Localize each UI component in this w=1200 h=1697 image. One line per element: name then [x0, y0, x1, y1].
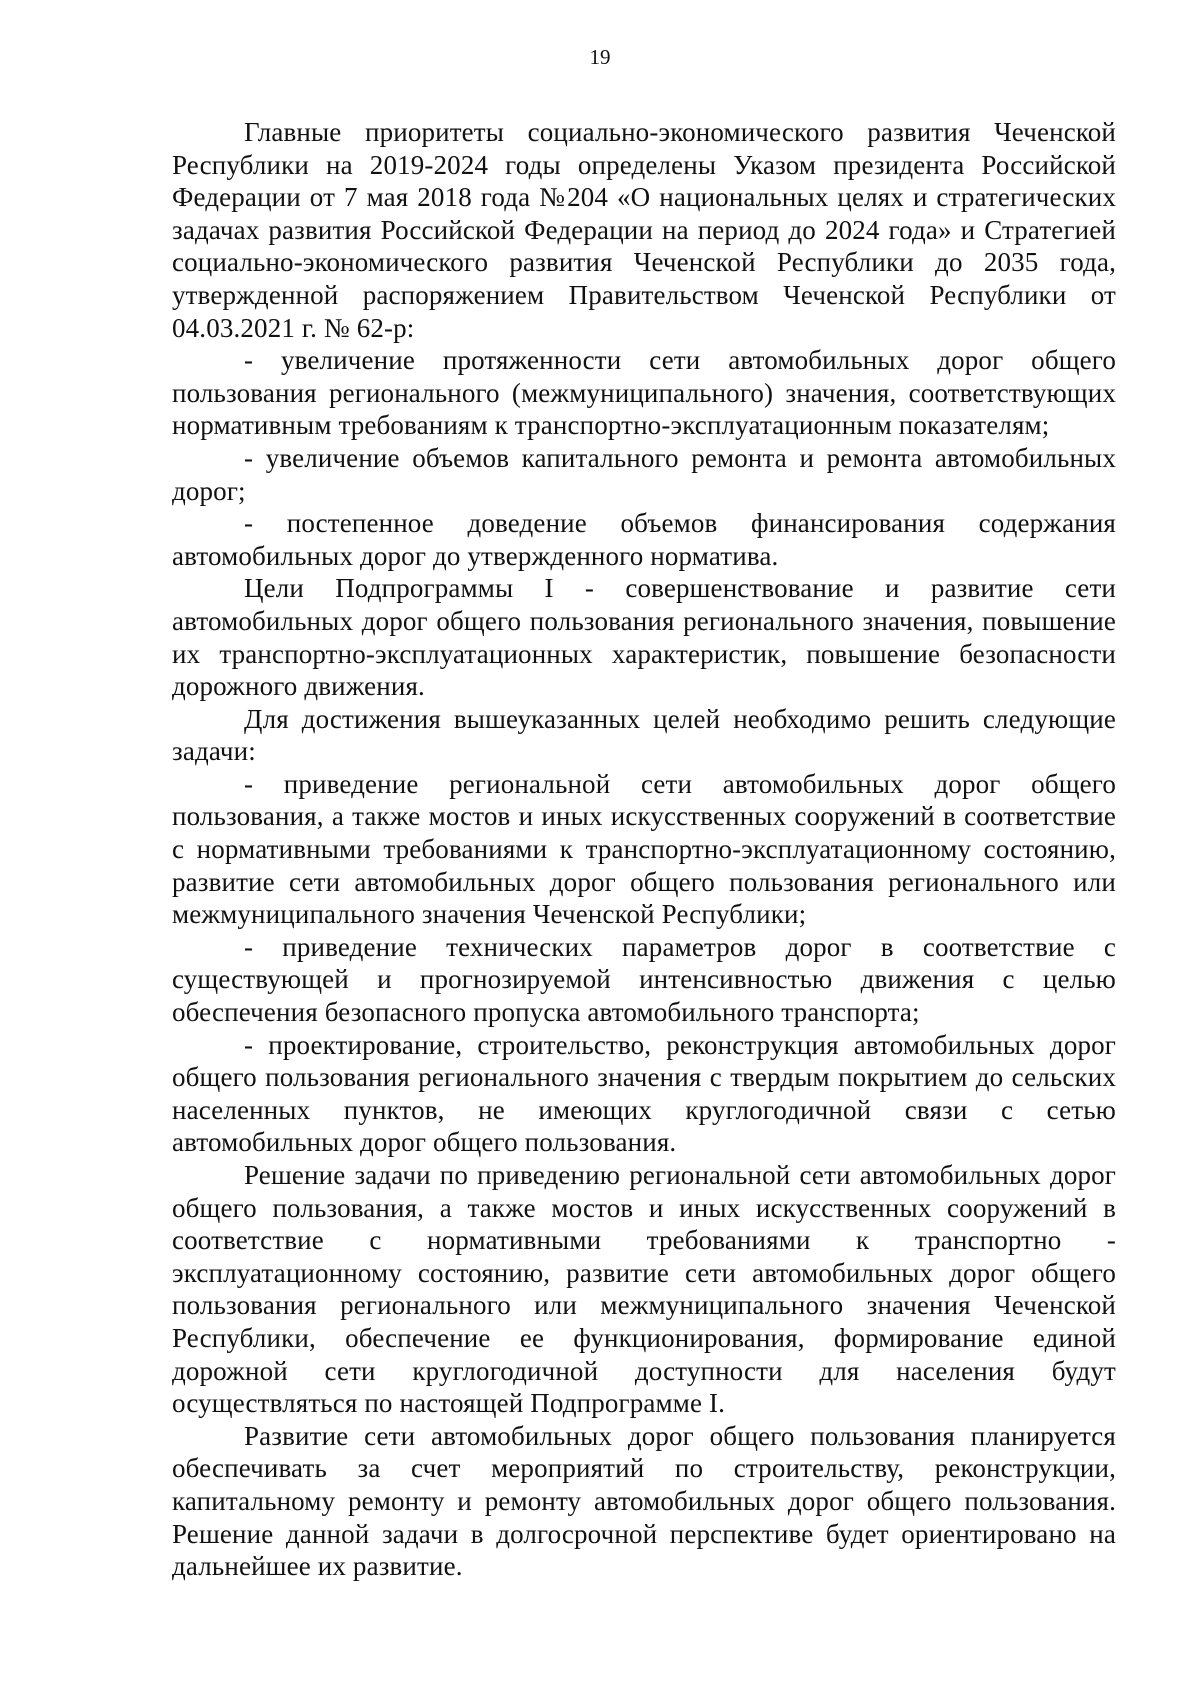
list-item-maintenance-funding: - постепенное доведение объемов финансирования содержания автомобильных дорог до утвержденного норматива.: [172, 508, 1116, 571]
list-item-design-construction: - проектирование, строительство, реконструкция автомобильных дорог общего пользования регионального значения с твердым покрытием до сельских населенных пунктов, не имеющих круглогодичной связи с сетью автомобильных дорог общего пользования.: [172, 1029, 1116, 1158]
list-item-repair-volume: - увеличение объемов капитального ремонта и ремонта автомобильных дорог;: [172, 442, 1116, 506]
list-item-network-length: - увеличение протяженности сети автомобильных дорог общего пользования регионального (межмуниципального) значения, соответствующих нормативным требованиям к транспортно-эксплуатационным показателям;: [172, 345, 1116, 441]
paragraph-priorities-intro: Главные приоритеты социально-экономического развития Чеченской Республики на 2019-2024 годы определены Указом президента Российской Федерации от 7 мая 2018 года №204 «О национальных целях и стратегических задачах развития Российской Федерации на период до 2024 года» и Стратегией социально-экономического развития Чеченской Республики до 2035 года, утвержденной распоряжением Правительством Чеченской Республики от 04.03.2021 г. № 62-р:: [172, 117, 1116, 343]
paragraph-tasks-intro: Для достижения вышеуказанных целей необходимо решить следующие задачи:: [172, 703, 1116, 767]
list-item-technical-parameters: - приведение технических параметров дорог в соответствие с существующей и прогнозируемой интенсивностью движения с целью обеспечения безопасного пропуска автомобильного транспорта;: [172, 931, 1116, 1028]
paragraph-network-development: Развитие сети автомобильных дорог общего пользования планируется обеспечивать за счет мероприятий по строительству, реконструкции, капитальному ремонту и ремонту автомобильных дорог общего пользования. Решение данной задачи в долгосрочной перспективе будет ориентировано на дальнейшее их развитие.: [172, 1420, 1116, 1582]
page-number: 19: [589, 45, 611, 69]
paragraph-task-solution: Решение задачи по приведению региональной сети автомобильных дорог общего пользования, а также мостов и иных искусственных сооружений в соответствие с нормативными требованиями к транспортно - эксплуатационному состоянию, развитие сети автомобильных дорог общего пользования регионального или межмуниципального значения Чеченской Республики, обеспечение ее функционирования, формирование единой дорожной сети круглогодичной доступности для населения будут осуществляться по настоящей Подпрограмме I.: [172, 1160, 1116, 1419]
list-item-network-compliance: - приведение региональной сети автомобильных дорог общего пользования, а также мостов и иных искусственных сооружений в соответствие с нормативными требованиями к транспортно-эксплуатационному состоянию, развитие сети автомобильных дорог общего пользования регионального или межмуниципального значения Чеченской Республики;: [172, 768, 1116, 930]
paragraph-subprogram-goals: Цели Подпрограммы I - совершенствование и развитие сети автомобильных дорог общего пользования регионального значения, повышение их транспортно-эксплуатационных характеристик, повышение безопасности дорожного движения.: [172, 573, 1116, 702]
document-body: [172, 116, 1116, 1583]
